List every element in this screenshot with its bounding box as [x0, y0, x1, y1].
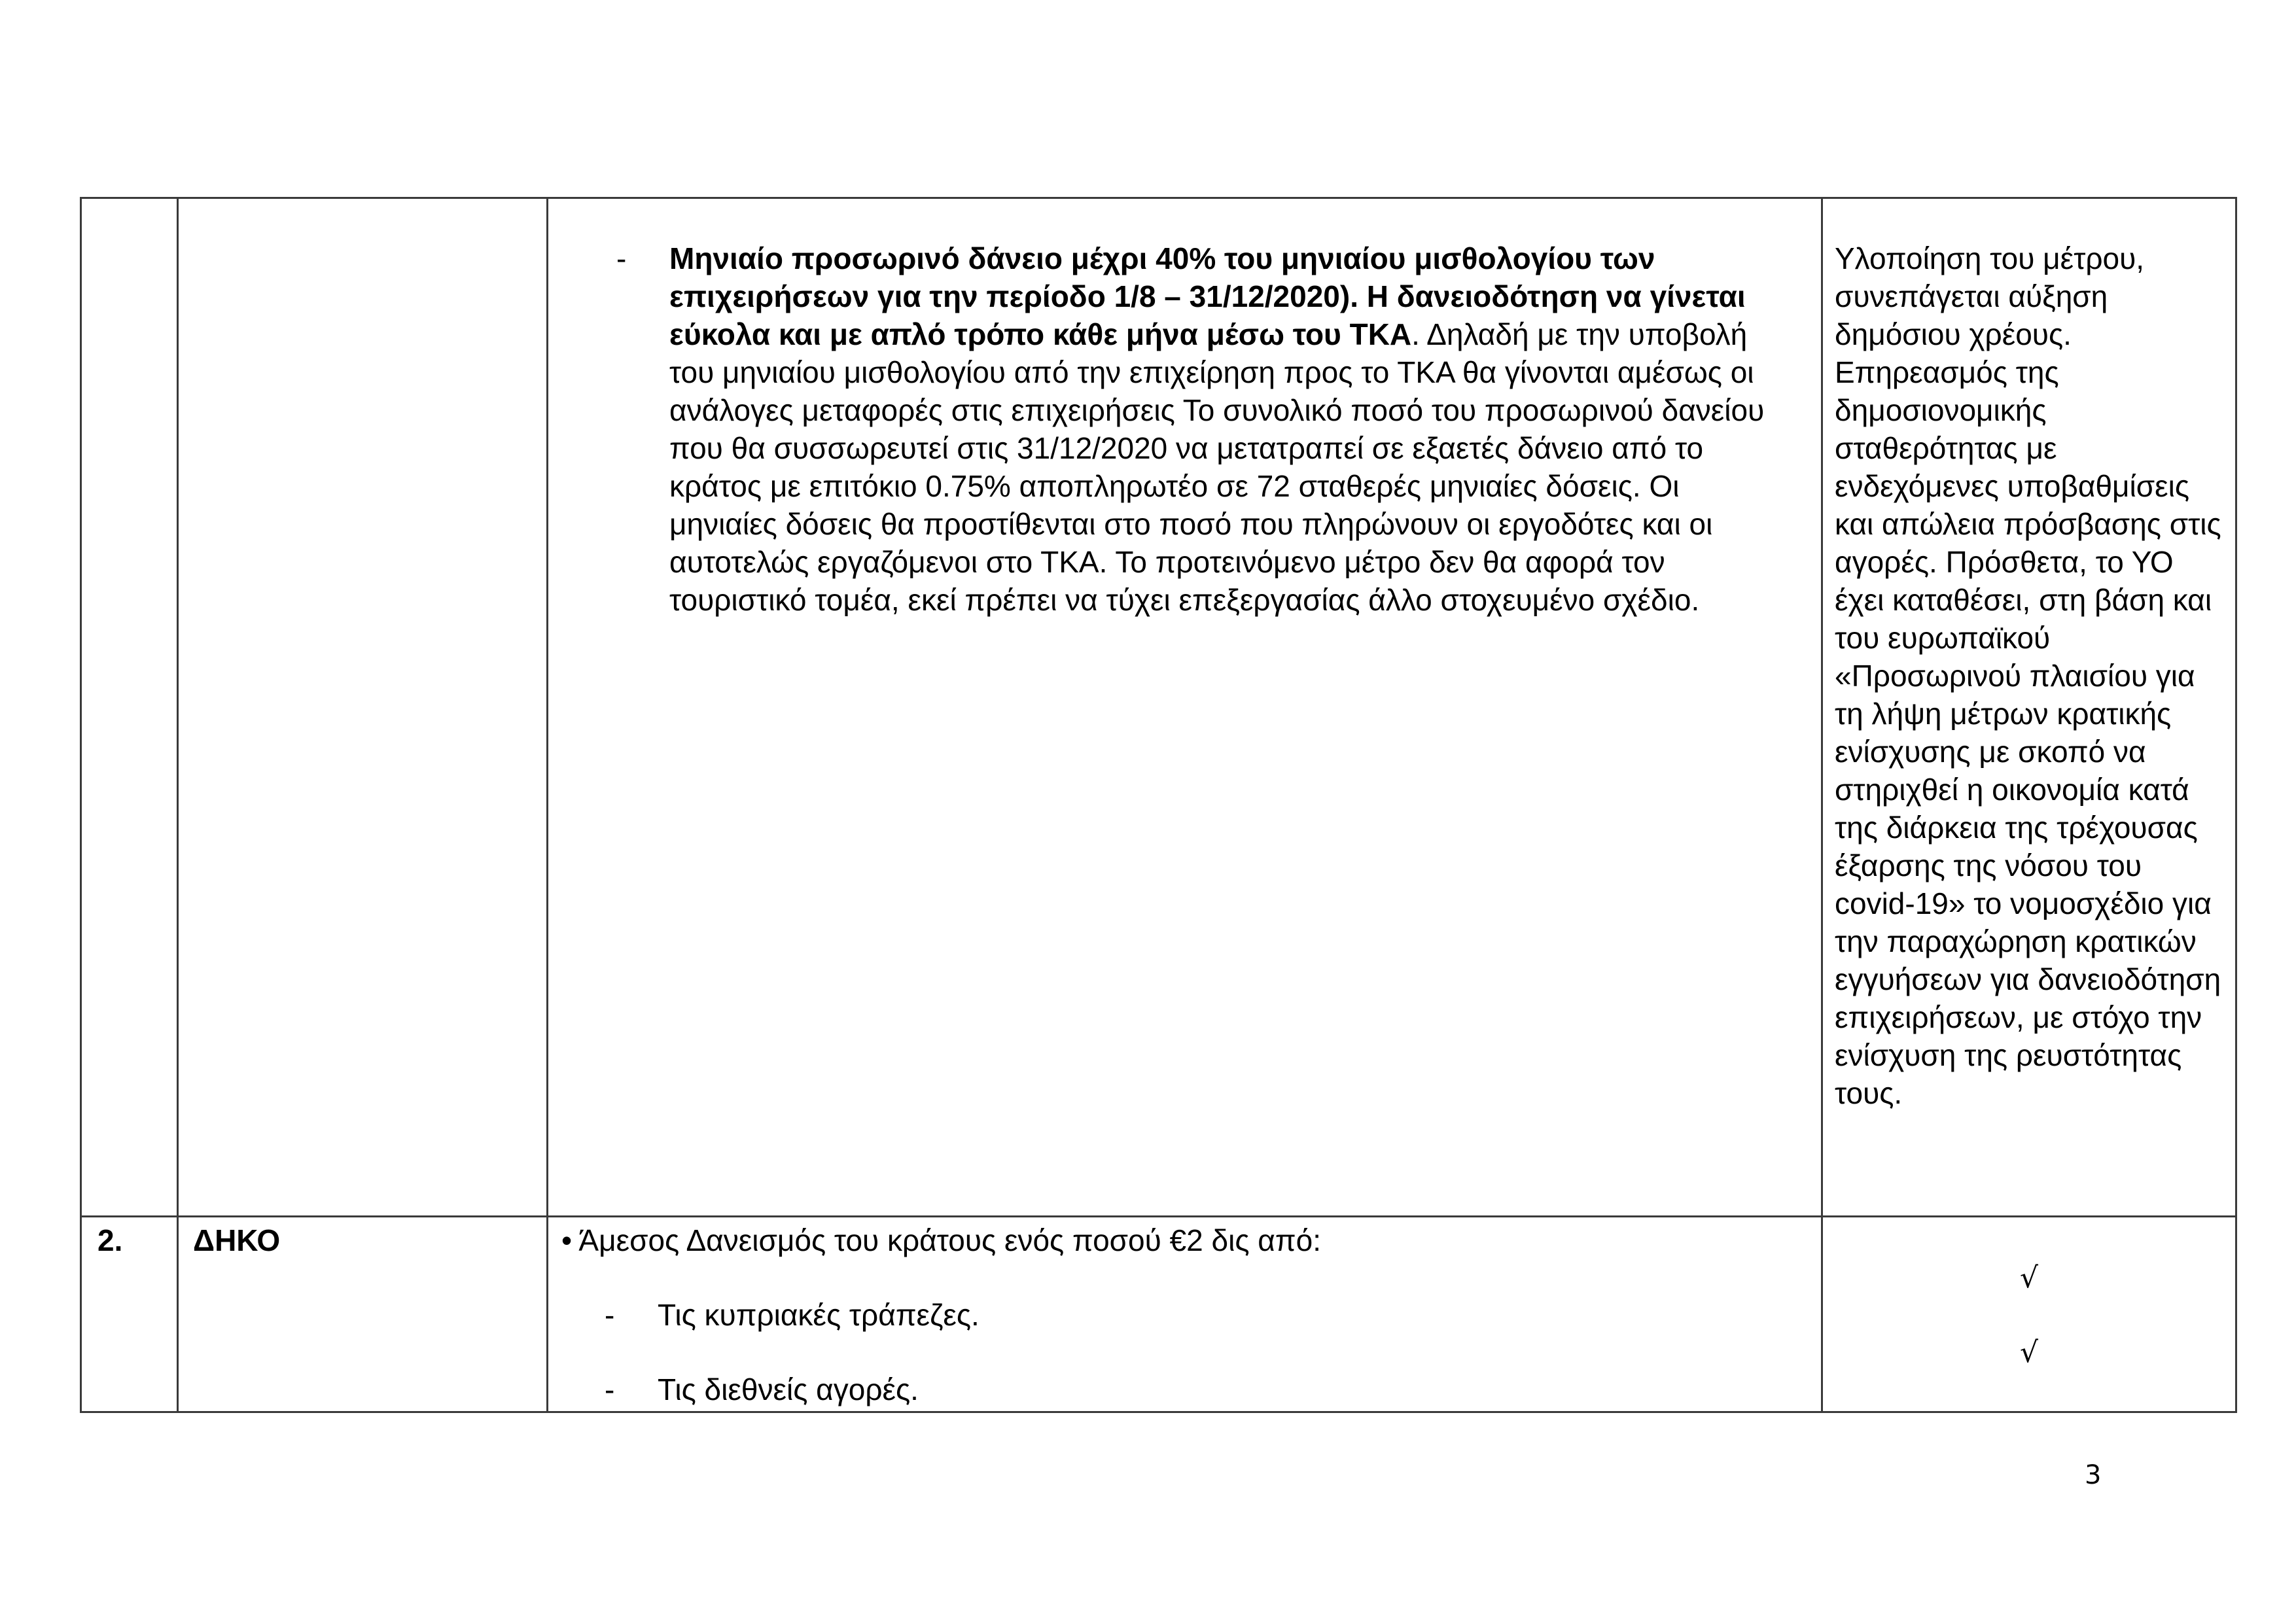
bullet-text: Άμεσος Δανεισμός του κράτους ενός ποσού €2 δις από:: [578, 1223, 1321, 1257]
list-item: [548, 1296, 1821, 1334]
proposals-table: [80, 197, 2237, 1413]
dash-marker: -: [605, 1372, 615, 1406]
number-cell: [81, 198, 178, 1217]
list-item: [548, 1370, 1821, 1408]
number-cell: [81, 1217, 178, 1412]
dash-marker: -: [605, 1298, 615, 1332]
comment-text: Υλοποίηση του μέτρου, συνεπάγεται αύξηση δημόσιου χρέους. Επηρεασμός της δημοσιονομικής σταθερότητας με ενδεχόμενες υποβαθμίσεις και απώλεια πρόσβασης στις αγορές. Πρόσθετα, το ΥΟ έχει καταθέσει, στη βάση και του ευρωπαϊκού «Προσωρινού πλαισίου για τη λήψη μέτρων κρατικής ενίσχυσης με σκοπό να στηριχθεί η οικονομία κατά της διάρκεια της τρέχουσας έξαρσης της νόσου του covid-19» το νομοσχέδιο για την παραχώρηση κρατικών εγγυήσεων για δανειοδότηση επιχειρήσεων, με στόχο την ενίσχυση της ρευστότητας τους.: [1835, 241, 2221, 1110]
row-number: 2.: [97, 1223, 123, 1257]
bullet-item: [548, 1217, 1821, 1259]
proposal-text: . Δηλαδή με την υποβολή του μηνιαίου μισθολογίου από την επιχείρηση προς το ΤΚΑ θα γίνονται αμέσως οι ανάλογες μεταφορές στις επιχειρήσεις Το συνολικό ποσό του προσωρινού δανείου που θα συσσωρευτεί στις 31/12/2020 να μετατραπεί σε εξαετές δάνειο από το κράτος με επιτόκιο 0.75% αποπληρωτέο σε 72 σταθερές μηνιαίες δόσεις. Οι μηνιαίες δόσεις θα προστίθενται στο ποσό που πληρώνουν οι εργοδότες και οι αυτοτελώς εργαζόμενοι στο ΤΚΑ. Το προτεινόμενο μέτρο δεν θα αφορά τον τουριστικό τομέα, εκεί πρέπει να τύχει επεξεργασίας άλλο στοχευμένο σχέδιο.: [669, 317, 1765, 617]
comment-cell: [1822, 1217, 2236, 1412]
party-cell: [178, 198, 548, 1217]
table-row: [81, 1217, 2236, 1412]
proposal-cell: [548, 198, 1822, 1217]
proposal-bold-text: Μηνιαίο προσωρινό δάνειο μέχρι 40% του μηνιαίου μισθολογίου των επιχειρήσεων για την περίοδο 1/8 – 31/12/2020). Η δανειοδότηση να γίνεται εύκολα και με απλό τρόπο κάθε μήνα μέσω του ΤΚΑ: [669, 241, 1746, 351]
party-name: ΔΗΚΟ: [193, 1223, 281, 1257]
page-number: 3: [2085, 1460, 2102, 1490]
table-row: [81, 198, 2236, 1217]
list-item-text: Τις κυπριακές τράπεζες.: [658, 1298, 980, 1332]
proposal-cell: [548, 1217, 1822, 1412]
check-mark-icon: √: [2019, 1336, 2039, 1369]
bullet-icon: •: [561, 1223, 573, 1257]
proposal-item: [560, 239, 1809, 619]
list-item-text: Τις διεθνείς αγορές.: [658, 1372, 919, 1406]
dash-marker: -: [616, 241, 627, 275]
party-cell: [178, 1217, 548, 1412]
check-mark-icon: √: [2019, 1261, 2039, 1295]
comment-cell: [1822, 198, 2236, 1217]
